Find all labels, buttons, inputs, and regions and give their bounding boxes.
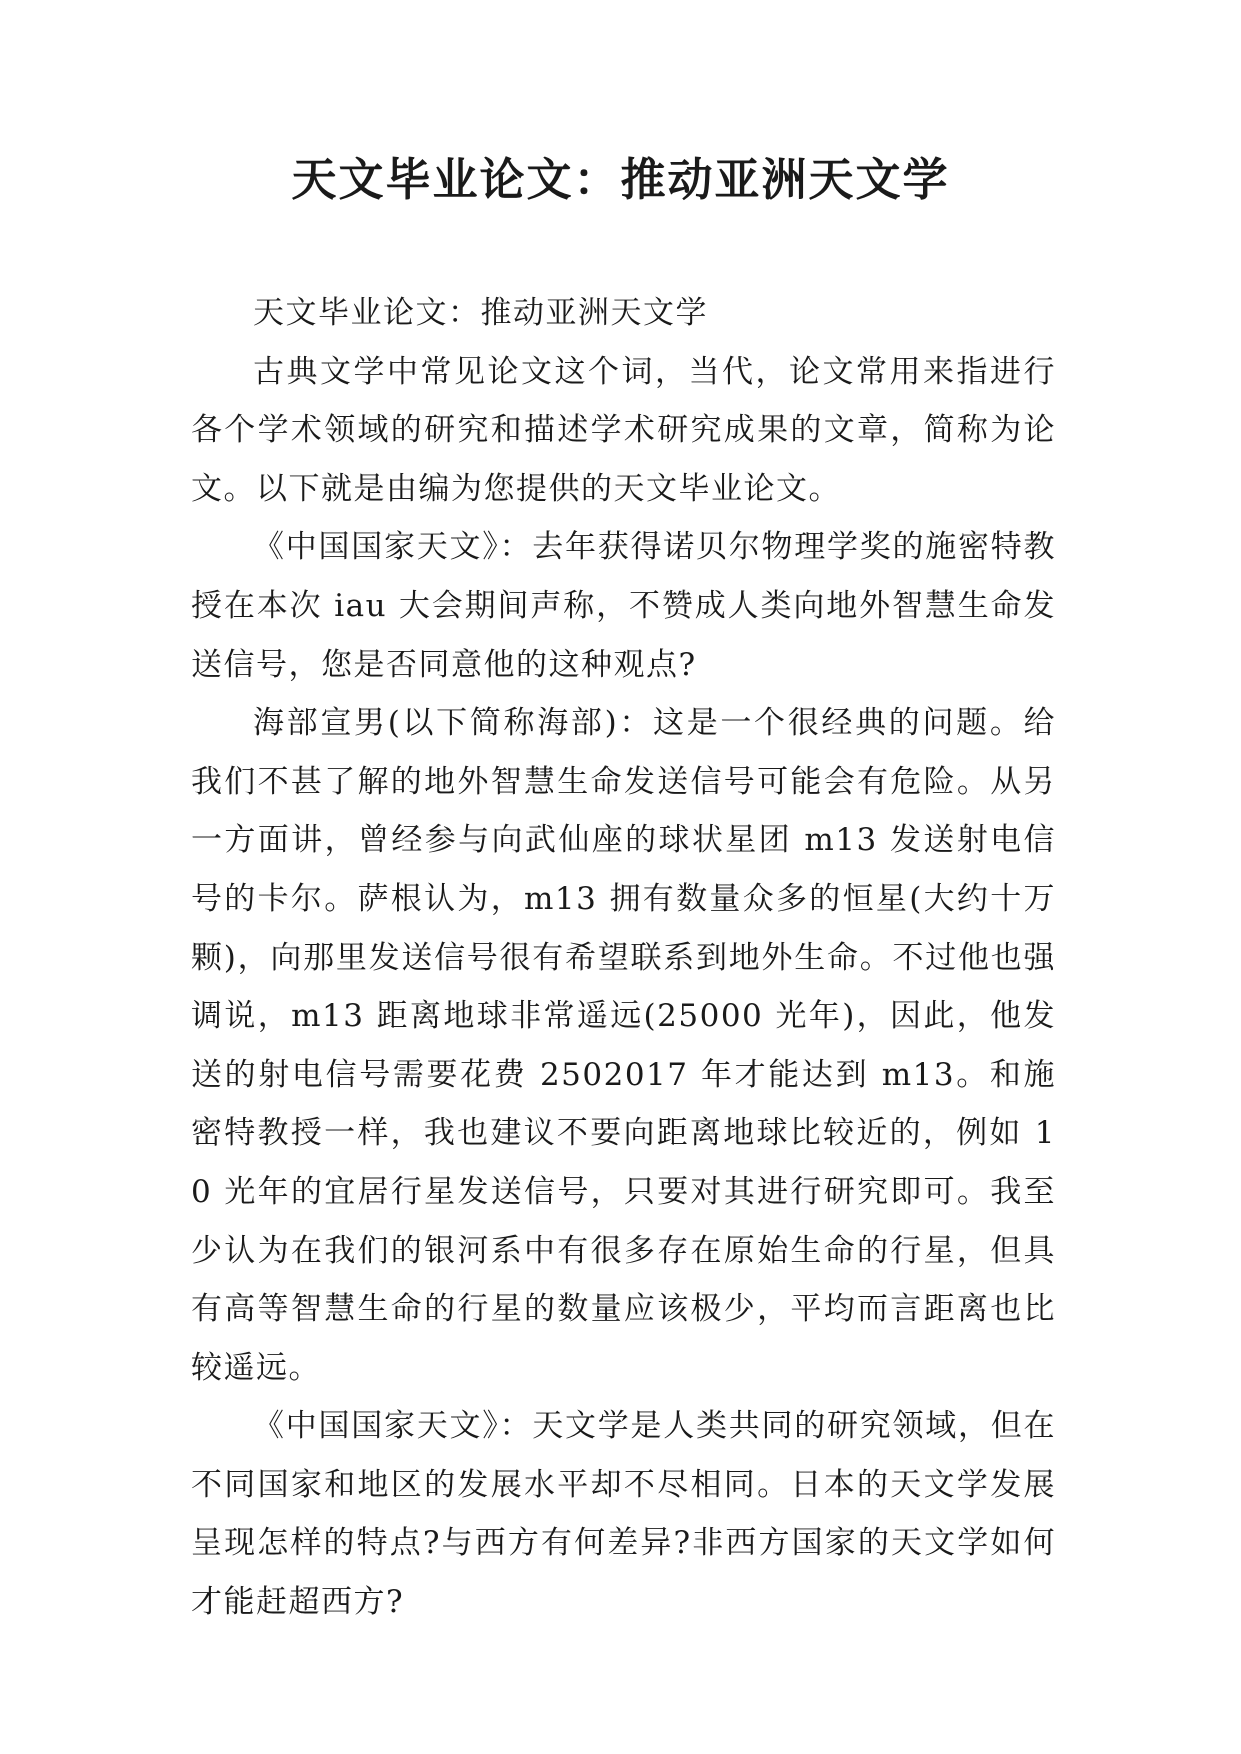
paragraph-question-1: 《中国国家天文》：去年获得诺贝尔物理学奖的施密特教授在本次 iau 大会期间声称，不赞成人类向地外智慧生命发送信号，您是否同意他的这种观点? (191, 529, 1056, 683)
paragraph-question-2: 《中国国家天文》：天文学是人类共同的研究领域，但在不同国家和地区的发展水平却不尽相同。日本的天文学发展呈现怎样的特点?与西方有何差异?非西方国家的天文学如何才能赶超西方? (191, 1408, 1056, 1621)
paragraph-subtitle: 天文毕业论文：推动亚洲天文学 (253, 295, 708, 331)
paragraph-intro: 古典文学中常见论文这个词，当代，论文常用来指进行各个学术领域的研究和描述学术研究成果的文章，简称为论文。以下就是由编为您提供的天文毕业论文。 (191, 353, 1056, 507)
paragraph-answer-1: 海部宣男(以下简称海部)：这是一个很经典的问题。给我们不甚了解的地外智慧生命发送信号可能会有危险。从另一方面讲，曾经参与向武仙座的球状星团 m13 发送射电信号的卡尔。萨根认为，m13 拥有数量众多的恒星(大约十万颗)，向那里发送信号很有希望联系到地外生命。不过他也强调说，m13 距离地球非常遥远(25000 光年)，因此，他发送的射电信号需要花费 2502017 年才能达到 m13。和施密特教授一样，我也建议不要向距离地球比较近的，例如 10 光年的宜居行星发送信号，只要对其进行研究即可。我至少认为在我们的银河系中有很多存在原始生命的行星，但具有高等智慧生命的行星的数量应该极少，平均而言距离也比较遥远。 (191, 705, 1056, 1386)
document-title: 天文毕业论文：推动亚洲天文学 (291, 153, 950, 206)
document-body (191, 284, 1056, 1632)
